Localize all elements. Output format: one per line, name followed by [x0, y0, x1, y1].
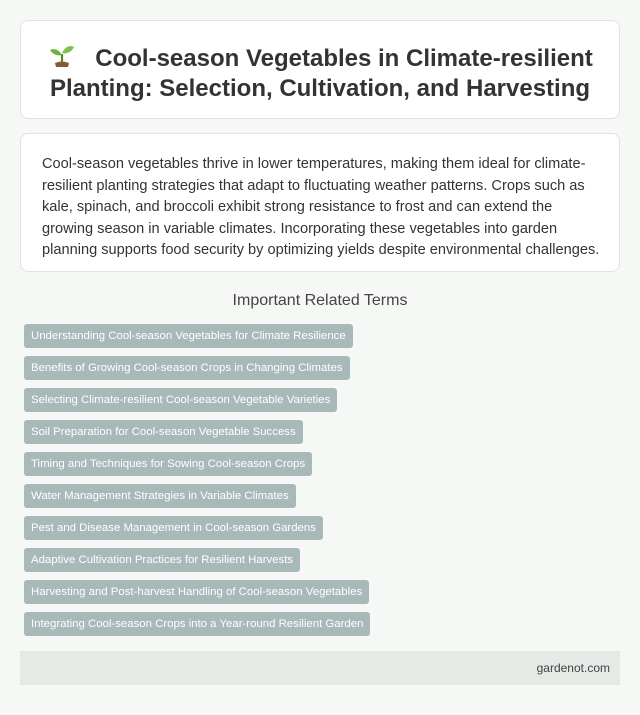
related-term-tag[interactable]: Understanding Cool-season Vegetables for Climate Resilience	[24, 324, 353, 348]
related-term-tag[interactable]: Soil Preparation for Cool-season Vegetable Success	[24, 420, 303, 444]
footer	[20, 651, 620, 685]
related-term-tag[interactable]: Harvesting and Post-harvest Handling of Cool-season Vegetables	[24, 580, 369, 604]
related-term-tag[interactable]: Integrating Cool-season Crops into a Year-round Resilient Garden	[24, 612, 370, 636]
description-card	[20, 133, 620, 272]
related-term-tag[interactable]: Water Management Strategies in Variable Climates	[24, 484, 296, 508]
sprout-icon	[47, 42, 77, 68]
page-title-text: Cool-season Vegetables in Climate-resilient Planting: Selection, Cultivation, and Harvesting	[49, 45, 593, 102]
related-terms-heading: Important Related Terms	[232, 292, 408, 309]
page-title	[21, 42, 619, 104]
related-terms-list	[24, 324, 370, 644]
footer-site-link[interactable]: gardenot.com	[536, 661, 610, 675]
related-term-tag[interactable]: Benefits of Growing Cool-season Crops in Changing Climates	[24, 356, 350, 380]
related-term-tag[interactable]: Selecting Climate-resilient Cool-season Vegetable Varieties	[24, 388, 337, 412]
description-text: Cool-season vegetables thrive in lower temperatures, making them ideal for climate-resilient planting strategies that adapt to fluctuating weather patterns. Crops such as kale, spinach, and broccoli exhibit strong resistance to frost and can extend the growing season in variable climates. Incorporating these vegetables into garden planning supports food security by optimizing yields despite environmental challenges.	[42, 156, 600, 258]
related-term-tag[interactable]: Timing and Techniques for Sowing Cool-season Crops	[24, 452, 312, 476]
title-card	[20, 20, 620, 119]
related-term-tag[interactable]: Adaptive Cultivation Practices for Resilient Harvests	[24, 548, 300, 572]
related-term-tag[interactable]: Pest and Disease Management in Cool-season Gardens	[24, 516, 323, 540]
